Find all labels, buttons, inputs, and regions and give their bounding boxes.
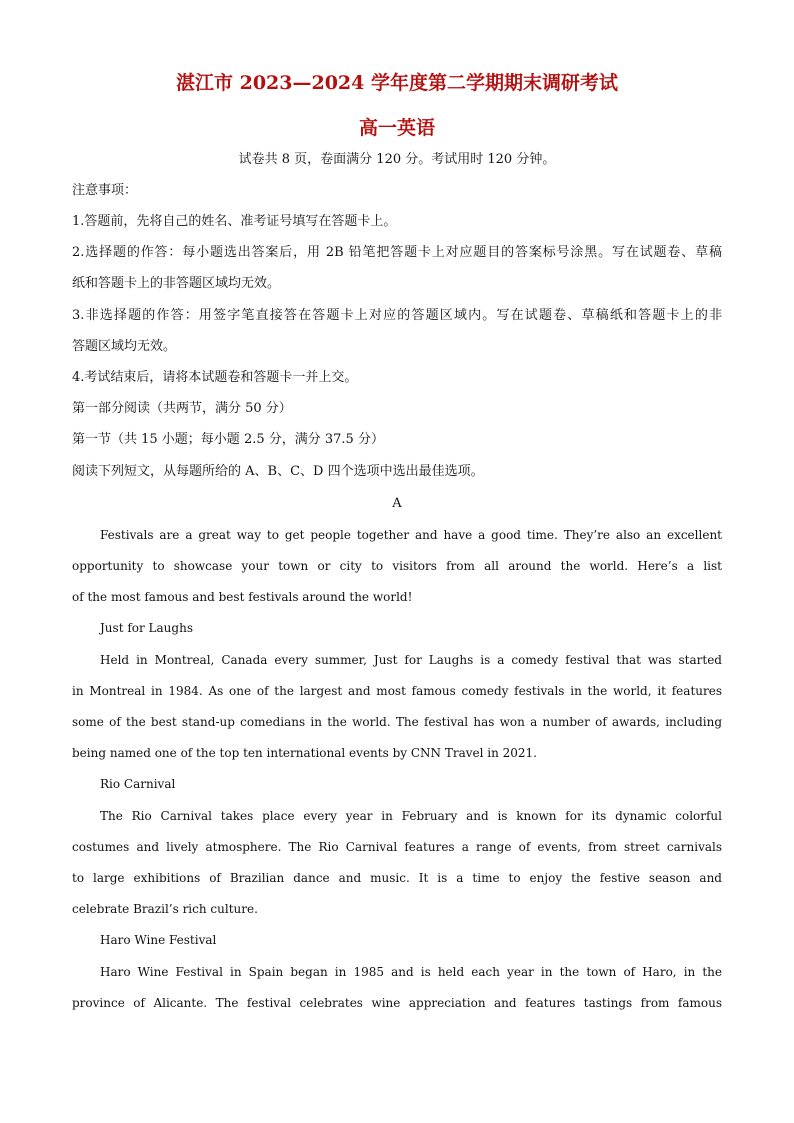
passage-label: A — [392, 496, 402, 511]
passage-line: in Montreal in 1984. As one of the largest and most famous comedy festivals in the world, it features — [72, 684, 722, 698]
note-item: 1.答题前，先将自己的姓名、准考证号填写在答题卡上。 — [72, 214, 397, 229]
passage-line: celebrate Brazil’s rich culture. — [72, 902, 258, 916]
exam-subtitle: 高一英语 — [358, 117, 435, 139]
passage-heading: Rio Carnival — [100, 777, 176, 791]
section-subpart: 第一节（共 15 小题；每小题 2.5 分，满分 37.5 分） — [72, 432, 384, 447]
passage-line: Held in Montreal, Canada every summer, Just for Laughs is a comedy festival that was started — [100, 653, 722, 667]
passage-heading: Haro Wine Festival — [100, 933, 217, 947]
passage-line: costumes and lively atmosphere. The Rio Carnival features a range of events, from street carnivals — [72, 840, 722, 854]
note-item: 纸和答题卡上的非答题区域均无效。 — [72, 276, 281, 291]
note-item: 4.考试结束后，请将本试题卷和答题卡一并上交。 — [72, 370, 358, 385]
passage-line: province of Alicante. The festival celebrates wine appreciation and features tastings from famous — [72, 996, 722, 1010]
note-item: 答题区域均无效。 — [72, 339, 177, 354]
passage-line: Festivals are a great way to get people together and have a good time. They’re also an excellent — [100, 528, 722, 542]
section-instruction: 阅读下列短文，从每题所给的 A、B、C、D 四个选项中选出最佳选项。 — [72, 464, 484, 479]
passage-line: to large exhibitions of Brazilian dance and music. It is a time to enjoy the festive season and — [72, 871, 722, 885]
passage-line: of the most famous and best festivals around the world! — [72, 590, 413, 604]
note-item: 2.选择题的作答：每小题选出答案后，用 2B 铅笔把答题卡上对应题目的答案标号涂黑。写在试题卷、草稿 — [72, 245, 722, 260]
notes-heading: 注意事项： — [72, 183, 138, 198]
passage-line: opportunity to showcase your town or city to visitors from all around the world. Here’s a list — [72, 559, 722, 573]
passage-line: The Rio Carnival takes place every year in February and is known for its dynamic colorful — [100, 809, 722, 823]
passage-line: Haro Wine Festival in Spain began in 1985 and is held each year in the town of Haro, in the — [100, 965, 722, 979]
passage-line: being named one of the top ten international events by CNN Travel in 2021. — [72, 746, 537, 760]
passage-heading: Just for Laughs — [100, 621, 193, 635]
passage-line: some of the best stand-up comedians in the world. The festival has won a number of awards, including — [72, 715, 722, 729]
section-part: 第一部分阅读（共两节，满分 50 分） — [72, 401, 292, 416]
exam-title: 湛江市 2023—2024 学年度第二学期期末调研考试 — [176, 72, 618, 94]
exam-intro: 试卷共 8 页，卷面满分 120 分。考试用时 120 分钟。 — [238, 152, 556, 167]
note-item: 3.非选择题的作答：用签字笔直接答在答题卡上对应的答题区域内。写在试题卷、草稿纸和答题卡上的非 — [72, 308, 722, 323]
